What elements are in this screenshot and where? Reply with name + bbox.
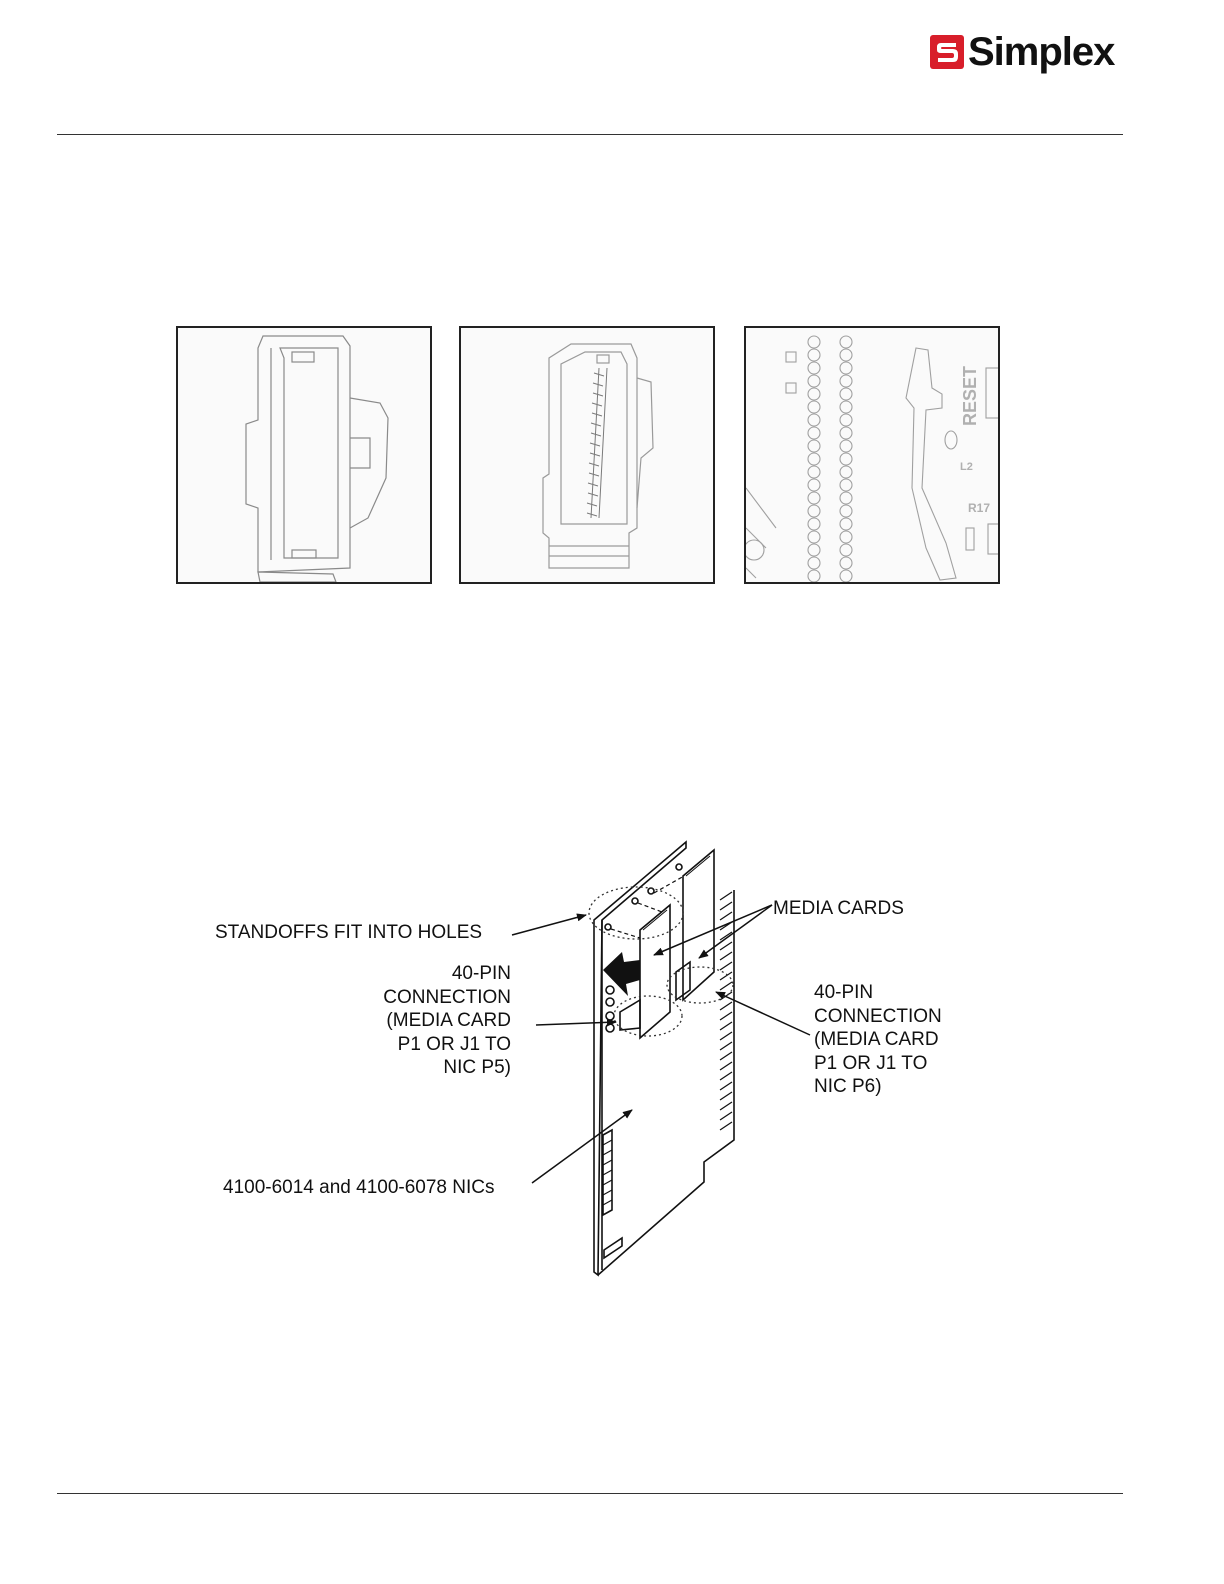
header-rule bbox=[57, 134, 1123, 135]
pcb-header-illustration bbox=[746, 328, 998, 582]
nics-callout: 4100-6014 and 4100-6078 NICs bbox=[223, 1177, 495, 1198]
footer-rule bbox=[57, 1493, 1123, 1494]
media-card-installation-diagram bbox=[0, 830, 1224, 1280]
connector-side-illustration bbox=[178, 328, 430, 582]
connector-front-photo bbox=[459, 326, 715, 584]
insert-direction-arrow bbox=[603, 952, 640, 996]
board-header-photo bbox=[744, 326, 1000, 584]
left-40pin-callout: 40-PIN CONNECTION (MEDIA CARD P1 OR J1 TO NIC P5) bbox=[383, 963, 511, 1078]
simplex-logo bbox=[930, 28, 1130, 76]
nic-board bbox=[594, 842, 734, 1275]
silkscreen-r17: R17 bbox=[968, 501, 991, 515]
simplex-s-icon bbox=[930, 35, 964, 69]
silkscreen-reset: RESET bbox=[960, 365, 980, 426]
media-cards-callout: MEDIA CARDS bbox=[773, 898, 904, 919]
brand-name: Simplex bbox=[968, 29, 1115, 74]
connector-side-photo bbox=[176, 326, 432, 584]
right-40pin-callout: 40-PIN CONNECTION (MEDIA CARD P1 OR J1 TO NIC P6) bbox=[814, 982, 942, 1097]
silkscreen-l2: L2 bbox=[960, 461, 973, 473]
connector-pins-illustration bbox=[461, 328, 713, 582]
standoffs-callout: STANDOFFS FIT INTO HOLES bbox=[215, 922, 483, 943]
